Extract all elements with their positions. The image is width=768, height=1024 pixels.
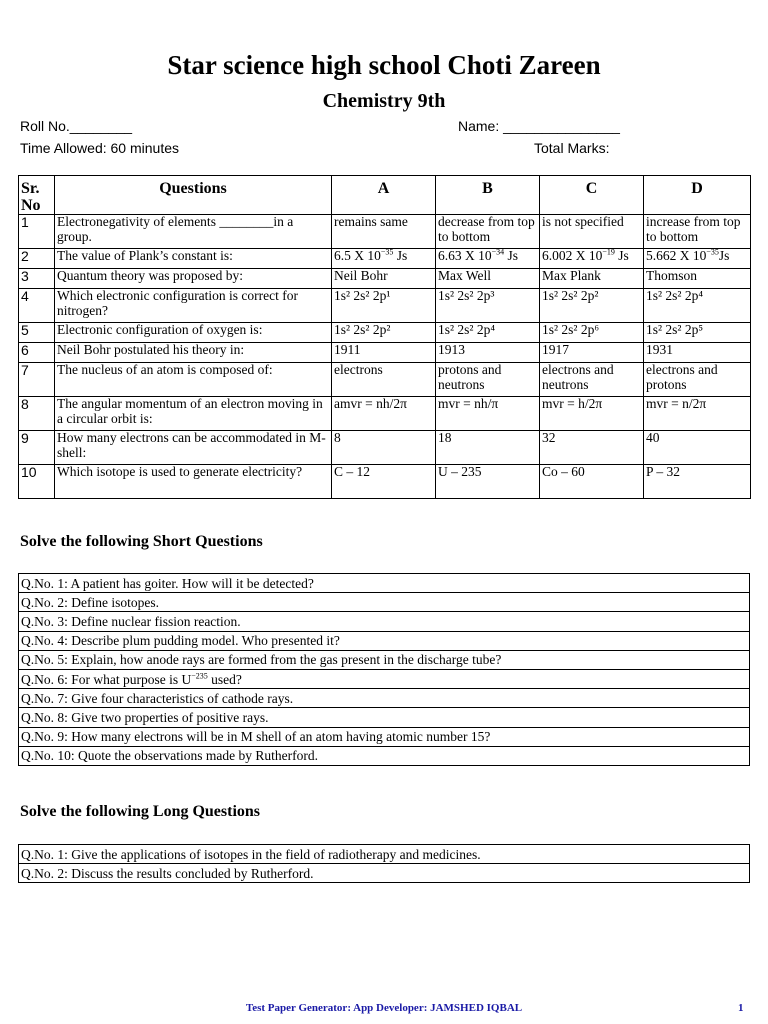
short-question: Q.No. 1: A patient has goiter. How will it be detected?	[19, 574, 750, 593]
short-question: Q.No. 4: Describe plum pudding model. Who presented it?	[19, 631, 750, 650]
option-a: 8	[332, 431, 436, 465]
list-item	[19, 669, 750, 688]
table-row	[19, 269, 751, 289]
option-d: 1s² 2s² 2p⁴	[644, 289, 751, 323]
list-item	[19, 727, 750, 746]
time-allowed: Time Allowed: 60 minutes	[20, 140, 179, 156]
long-questions-heading: Solve the following Long Questions	[20, 803, 261, 820]
name-field: Name: _______________	[458, 118, 620, 134]
row-number: 1	[19, 215, 55, 249]
question-text: Electronegativity of elements ________in a group.	[55, 215, 332, 249]
row-number: 6	[19, 343, 55, 363]
option-b: 1s² 2s² 2p⁴	[436, 323, 540, 343]
header-sr-no: Sr. No	[19, 176, 55, 215]
option-b: 18	[436, 431, 540, 465]
short-questions-table	[18, 573, 750, 766]
option-b: mvr = nh/π	[436, 397, 540, 431]
long-questions-table	[18, 844, 750, 883]
option-c: 32	[540, 431, 644, 465]
list-item	[19, 650, 750, 669]
table-row	[19, 215, 751, 249]
short-question: Q.No. 10: Quote the observations made by Rutherford.	[19, 746, 750, 765]
row-number: 9	[19, 431, 55, 465]
option-c: 6.002 X $10^{-19}$ Js	[540, 249, 644, 269]
question-text: Electronic configuration of oxygen is:	[55, 323, 332, 343]
option-b: 1913	[436, 343, 540, 363]
option-d: 40	[644, 431, 751, 465]
option-a: amvr = nh/2π	[332, 397, 436, 431]
option-a: 6.5 X $10^{-35}$ Js	[332, 249, 436, 269]
short-questions-heading: Solve the following Short Questions	[20, 533, 263, 550]
option-c: mvr = h/2π	[540, 397, 644, 431]
option-c: Co – 60	[540, 465, 644, 499]
table-row	[19, 363, 751, 397]
row-number: 8	[19, 397, 55, 431]
mcq-table	[18, 175, 751, 499]
row-number: 7	[19, 363, 55, 397]
option-d: electrons and protons	[644, 363, 751, 397]
option-d: 1s² 2s² 2p⁵	[644, 323, 751, 343]
short-question: Q.No. 7: Give four characteristics of cathode rays.	[19, 689, 750, 708]
option-a: 1911	[332, 343, 436, 363]
row-number: 2	[19, 249, 55, 269]
row-number: 10	[19, 465, 55, 499]
short-question: Q.No. 2: Define isotopes.	[19, 593, 750, 612]
option-a: Neil Bohr	[332, 269, 436, 289]
short-question: Q.No. 8: Give two properties of positive rays.	[19, 708, 750, 727]
option-b: 6.63 X $10^{-34}$ Js	[436, 249, 540, 269]
short-question: Q.No. 6: For what purpose is $U^{-235}$ used?	[19, 669, 750, 688]
option-a: C – 12	[332, 465, 436, 499]
option-a: remains same	[332, 215, 436, 249]
list-item	[19, 612, 750, 631]
option-a: 1s² 2s² 2p¹	[332, 289, 436, 323]
option-b: decrease from top to bottom	[436, 215, 540, 249]
list-item	[19, 746, 750, 765]
header-option-b: B	[436, 176, 540, 215]
school-title: Star science high school Choti Zareen	[167, 50, 601, 80]
row-number: 5	[19, 323, 55, 343]
option-d: mvr = n/2π	[644, 397, 751, 431]
question-text: The angular momentum of an electron moving in a circular orbit is:	[55, 397, 332, 431]
option-c: 1s² 2s² 2p⁶	[540, 323, 644, 343]
option-d: increase from top to bottom	[644, 215, 751, 249]
page-number: 1	[738, 1002, 744, 1014]
short-question: Q.No. 3: Define nuclear fission reaction.	[19, 612, 750, 631]
option-b: protons and neutrons	[436, 363, 540, 397]
short-question: Q.No. 5: Explain, how anode rays are formed from the gas present in the discharge tube?	[19, 650, 750, 669]
option-d: P – 32	[644, 465, 751, 499]
question-text: Neil Bohr postulated his theory in:	[55, 343, 332, 363]
table-row	[19, 249, 751, 269]
question-text: The value of Plank’s constant is:	[55, 249, 332, 269]
short-question: Q.No. 9: How many electrons will be in M shell of an atom having atomic number 15?	[19, 727, 750, 746]
table-row	[19, 465, 751, 499]
long-question: Q.No. 2: Discuss the results concluded by Rutherford.	[19, 864, 750, 883]
table-row	[19, 397, 751, 431]
header-questions: Questions	[55, 176, 332, 215]
footer-credit: Test Paper Generator: App Developer: JAMSHED IQBAL	[245, 1002, 523, 1014]
option-c: 1917	[540, 343, 644, 363]
table-row	[19, 289, 751, 323]
mcq-header-row	[19, 176, 751, 215]
option-b: 1s² 2s² 2p³	[436, 289, 540, 323]
list-item	[19, 708, 750, 727]
option-d: Thomson	[644, 269, 751, 289]
option-c: is not specified	[540, 215, 644, 249]
question-text: How many electrons can be accommodated in M-shell:	[55, 431, 332, 465]
long-question: Q.No. 1: Give the applications of isotopes in the field of radiotherapy and medicines.	[19, 845, 750, 864]
option-b: Max Well	[436, 269, 540, 289]
option-c: 1s² 2s² 2p²	[540, 289, 644, 323]
table-row	[19, 323, 751, 343]
header-option-c: C	[540, 176, 644, 215]
option-a: electrons	[332, 363, 436, 397]
list-item	[19, 574, 750, 593]
question-text: Which electronic configuration is correct for nitrogen?	[55, 289, 332, 323]
option-b: U – 235	[436, 465, 540, 499]
header-option-d: D	[644, 176, 751, 215]
subject-title: Chemistry 9th	[322, 90, 446, 112]
roll-no-field: Roll No.________	[20, 118, 133, 134]
list-item	[19, 631, 750, 650]
option-c: Max Plank	[540, 269, 644, 289]
table-row	[19, 431, 751, 465]
question-text: The nucleus of an atom is composed of:	[55, 363, 332, 397]
list-item	[19, 845, 750, 864]
question-text: Quantum theory was proposed by:	[55, 269, 332, 289]
option-a: 1s² 2s² 2p²	[332, 323, 436, 343]
total-marks: Total Marks:	[534, 140, 610, 156]
table-row	[19, 343, 751, 363]
row-number: 3	[19, 269, 55, 289]
list-item	[19, 864, 750, 883]
option-c: electrons and neutrons	[540, 363, 644, 397]
question-text: Which isotope is used to generate electricity?	[55, 465, 332, 499]
list-item	[19, 689, 750, 708]
row-number: 4	[19, 289, 55, 323]
header-option-a: A	[332, 176, 436, 215]
option-d: 1931	[644, 343, 751, 363]
option-d: 5.662 X $10^{-35}Js$	[644, 249, 751, 269]
list-item	[19, 593, 750, 612]
